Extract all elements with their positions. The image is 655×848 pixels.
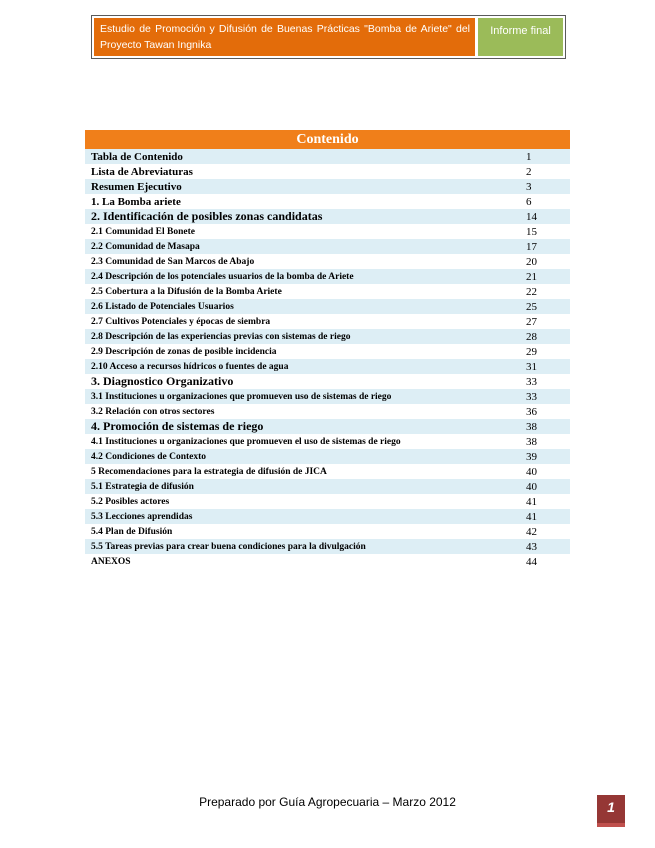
toc-entry[interactable] bbox=[85, 419, 570, 434]
toc-entry-page: 39 bbox=[526, 450, 537, 463]
toc-entry[interactable] bbox=[85, 314, 570, 329]
toc-entry-label: 3.2 Relación con otros sectores bbox=[91, 406, 215, 417]
toc-entry-label: 2.7 Cultivos Potenciales y épocas de siembra bbox=[91, 316, 271, 327]
toc-entry-label: 4.2 Condiciones de Contexto bbox=[91, 451, 207, 462]
toc-entry[interactable] bbox=[85, 509, 570, 524]
toc-entry-label: Tabla de Contenido bbox=[91, 150, 183, 163]
toc-entry-page: 1 bbox=[526, 150, 532, 163]
toc-entry-page: 27 bbox=[526, 315, 537, 328]
toc-entry[interactable] bbox=[85, 404, 570, 419]
toc-entries bbox=[85, 149, 570, 569]
toc-entry-page: 44 bbox=[526, 555, 537, 568]
document-header bbox=[91, 15, 566, 59]
toc-entry-page: 2 bbox=[526, 165, 532, 178]
toc-entry[interactable] bbox=[85, 374, 570, 389]
toc-entry-page: 14 bbox=[526, 210, 537, 223]
toc-entry-label: 2.2 Comunidad de Masapa bbox=[91, 241, 200, 252]
toc-entry-label: 4. Promoción de sistemas de riego bbox=[91, 419, 264, 433]
toc-entry-page: 33 bbox=[526, 390, 537, 403]
header-badge: Informe final bbox=[478, 18, 563, 56]
toc-entry[interactable] bbox=[85, 209, 570, 224]
toc-entry[interactable] bbox=[85, 539, 570, 554]
toc-entry-label: 5.5 Tareas previas para crear buena condiciones para la divulgación bbox=[91, 541, 366, 552]
toc-entry[interactable] bbox=[85, 194, 570, 209]
toc-heading: Contenido bbox=[85, 130, 570, 149]
toc-entry-label: 2.1 Comunidad El Bonete bbox=[91, 226, 195, 237]
toc-entry-page: 38 bbox=[526, 435, 537, 448]
toc-entry-label: 2.4 Descripción de los potenciales usuarios de la bomba de Ariete bbox=[91, 271, 354, 282]
toc-entry-page: 29 bbox=[526, 345, 537, 358]
toc-entry-label: 2.9 Descripción de zonas de posible incidencia bbox=[91, 346, 277, 357]
toc-entry-label: Resumen Ejecutivo bbox=[91, 180, 182, 193]
toc-entry[interactable] bbox=[85, 329, 570, 344]
toc-entry[interactable] bbox=[85, 449, 570, 464]
toc-entry-page: 41 bbox=[526, 495, 537, 508]
toc-entry[interactable] bbox=[85, 284, 570, 299]
toc-entry[interactable] bbox=[85, 359, 570, 374]
toc-entry-page: 15 bbox=[526, 225, 537, 238]
toc-entry-label: 3. Diagnostico Organizativo bbox=[91, 374, 234, 388]
toc-entry-label: 2.6 Listado de Potenciales Usuarios bbox=[91, 301, 234, 312]
toc-entry-page: 36 bbox=[526, 405, 537, 418]
toc-entry-page: 38 bbox=[526, 420, 537, 433]
toc-entry[interactable] bbox=[85, 479, 570, 494]
toc-entry-label: 5.1 Estrategia de difusión bbox=[91, 481, 194, 492]
toc-entry-label: ANEXOS bbox=[91, 556, 131, 567]
toc-entry-page: 43 bbox=[526, 540, 537, 553]
toc-entry-label: Lista de Abreviaturas bbox=[91, 165, 193, 178]
toc-entry[interactable] bbox=[85, 524, 570, 539]
page-number-badge: 1 bbox=[597, 795, 625, 827]
toc-entry[interactable] bbox=[85, 239, 570, 254]
table-of-contents bbox=[85, 130, 570, 569]
toc-entry-page: 17 bbox=[526, 240, 537, 253]
toc-entry-page: 41 bbox=[526, 510, 537, 523]
toc-entry-page: 28 bbox=[526, 330, 537, 343]
toc-entry[interactable] bbox=[85, 554, 570, 569]
toc-entry-page: 20 bbox=[526, 255, 537, 268]
toc-entry-label: 2.3 Comunidad de San Marcos de Abajo bbox=[91, 256, 255, 267]
toc-entry-page: 21 bbox=[526, 270, 537, 283]
toc-entry-label: 1. La Bomba ariete bbox=[91, 195, 181, 208]
toc-entry-page: 42 bbox=[526, 525, 537, 538]
toc-entry[interactable] bbox=[85, 254, 570, 269]
toc-entry[interactable] bbox=[85, 179, 570, 194]
toc-entry-label: 2.8 Descripción de las experiencias previas con sistemas de riego bbox=[91, 331, 351, 342]
toc-entry[interactable] bbox=[85, 464, 570, 479]
toc-entry-page: 6 bbox=[526, 195, 532, 208]
toc-entry-page: 40 bbox=[526, 465, 537, 478]
toc-entry-label: 2. Identificación de posibles zonas candidatas bbox=[91, 209, 323, 223]
toc-entry[interactable] bbox=[85, 269, 570, 284]
toc-entry-label: 3.1 Instituciones u organizaciones que promueven uso de sistemas de riego bbox=[91, 391, 392, 402]
toc-entry-page: 31 bbox=[526, 360, 537, 373]
toc-entry-label: 5.2 Posibles actores bbox=[91, 496, 170, 507]
toc-entry[interactable] bbox=[85, 164, 570, 179]
toc-entry[interactable] bbox=[85, 299, 570, 314]
footer-text: Preparado por Guía Agropecuaria – Marzo 2012 bbox=[199, 795, 456, 809]
toc-entry-page: 22 bbox=[526, 285, 537, 298]
toc-entry-label: 5.3 Lecciones aprendidas bbox=[91, 511, 193, 522]
toc-entry[interactable] bbox=[85, 494, 570, 509]
toc-entry-label: 5.4 Plan de Difusión bbox=[91, 526, 173, 537]
toc-entry-label: 5 Recomendaciones para la estrategia de difusión de JICA bbox=[91, 466, 327, 477]
header-title: Estudio de Promoción y Difusión de Buenas Prácticas "Bomba de Ariete" del Proyecto Tawan Ingnika bbox=[94, 18, 475, 56]
toc-entry-label: 2.5 Cobertura a la Difusión de la Bomba Ariete bbox=[91, 286, 282, 297]
toc-entry[interactable] bbox=[85, 434, 570, 449]
toc-entry-page: 3 bbox=[526, 180, 532, 193]
toc-entry-page: 25 bbox=[526, 300, 537, 313]
toc-entry-page: 33 bbox=[526, 375, 537, 388]
toc-entry[interactable] bbox=[85, 224, 570, 239]
toc-entry-label: 4.1 Instituciones u organizaciones que promueven el uso de sistemas de riego bbox=[91, 436, 401, 447]
toc-entry-page: 40 bbox=[526, 480, 537, 493]
toc-entry[interactable] bbox=[85, 149, 570, 164]
toc-entry-label: 2.10 Acceso a recursos hídricos o fuentes de agua bbox=[91, 361, 289, 372]
toc-entry[interactable] bbox=[85, 344, 570, 359]
toc-entry[interactable] bbox=[85, 389, 570, 404]
